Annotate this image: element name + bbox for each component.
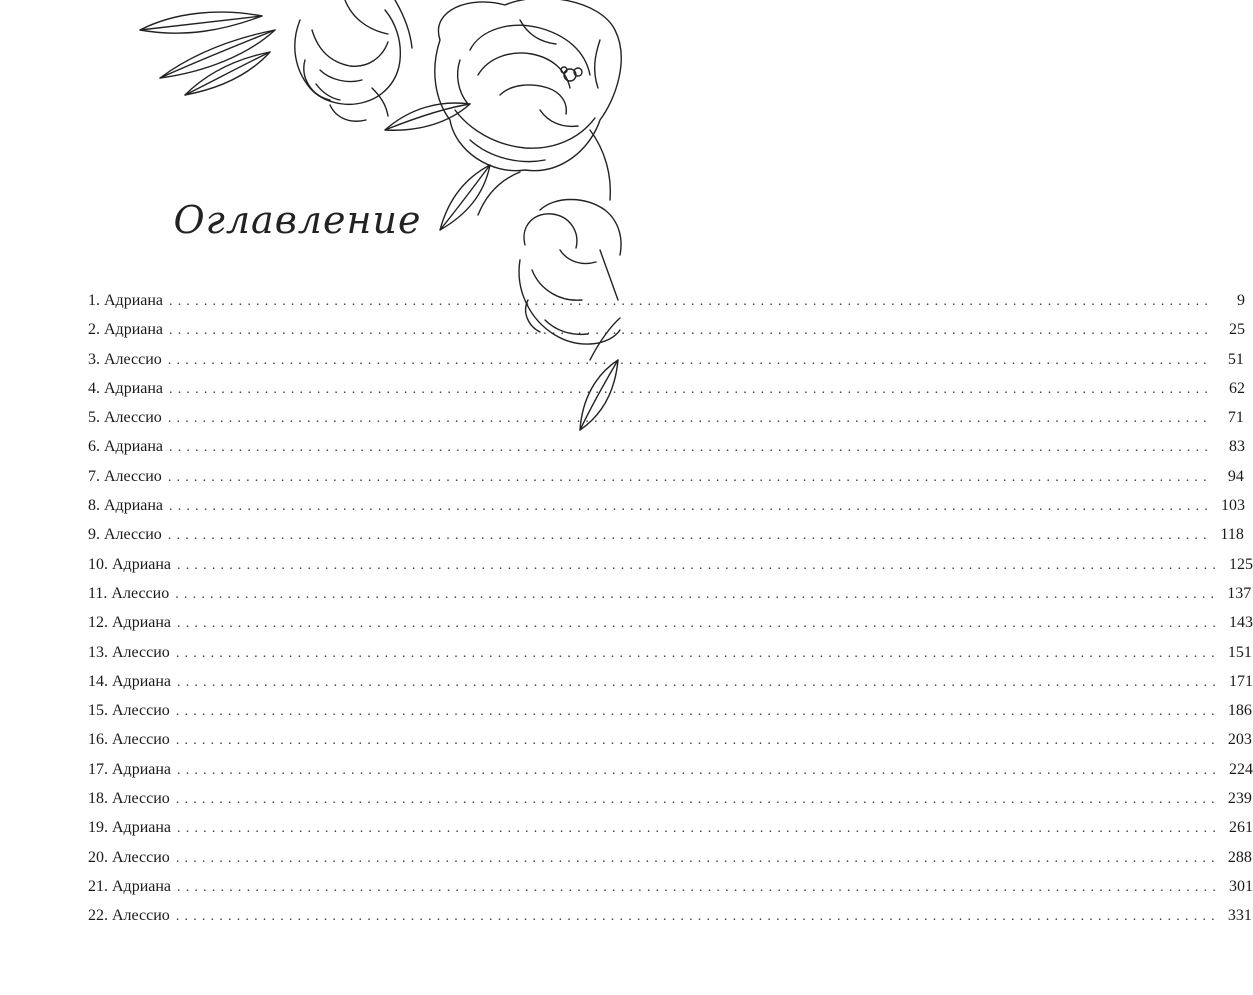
- toc-entry: [88, 403, 1244, 432]
- page-title: Оглавление: [173, 198, 422, 242]
- toc-leader-dots: ........................................................................................................................: [167, 469, 1212, 485]
- toc-entry-page: 203: [1227, 731, 1252, 749]
- toc-entry-page: 62: [1229, 379, 1246, 397]
- toc-entry: [88, 520, 1244, 549]
- toc-entry: [88, 432, 1246, 461]
- toc-entry-page: 331: [1227, 907, 1252, 925]
- toc-entry-page: 186: [1227, 702, 1252, 720]
- toc-entry-label: 16. Алессио: [88, 725, 176, 754]
- toc-entry-label: 5. Алессио: [88, 403, 168, 432]
- toc-entry: [88, 872, 1253, 901]
- toc-entry-label: 8. Адриана: [88, 491, 169, 520]
- toc-leader-dots: ........................................................................................................................: [177, 674, 1222, 690]
- toc-leader-dots: ........................................................................................................................: [175, 704, 1220, 720]
- toc-entry: [88, 901, 1252, 930]
- toc-leader-dots: ........................................................................................................................: [169, 499, 1214, 515]
- toc-entry-label: 13. Алессио: [88, 638, 176, 667]
- toc-leader-dots: ........................................................................................................................: [175, 645, 1220, 661]
- toc-entry-page: 261: [1229, 819, 1253, 837]
- toc-entry-page: 71: [1227, 409, 1244, 427]
- toc-entry: [88, 315, 1246, 344]
- toc-entry-label: 3. Алессио: [88, 345, 168, 374]
- toc-entry-label: 4. Адриана: [88, 374, 169, 403]
- toc-entry: [88, 755, 1253, 784]
- toc-entry-page: 94: [1227, 467, 1244, 485]
- toc-entry-label: 2. Адриана: [88, 315, 169, 344]
- toc-entry-page: 143: [1229, 614, 1253, 632]
- toc-entry-page: 301: [1229, 877, 1253, 895]
- toc-entry-label: 11. Алессио: [88, 579, 175, 608]
- toc-entry: [88, 725, 1252, 754]
- toc-leader-dots: ........................................................................................................................: [177, 616, 1222, 632]
- toc-leader-dots: ........................................................................................................................: [167, 411, 1212, 427]
- toc-entry-page: 125: [1229, 555, 1253, 573]
- toc-entry: [88, 667, 1253, 696]
- toc-entry-label: 20. Алессио: [88, 843, 176, 872]
- toc-entry: [88, 638, 1252, 667]
- toc-entry: [88, 374, 1246, 403]
- toc-entry: [88, 579, 1252, 608]
- toc-leader-dots: ........................................................................................................................: [177, 821, 1222, 837]
- toc-entry-label: 17. Адриана: [88, 755, 177, 784]
- toc-entry-label: 21. Адриана: [88, 872, 177, 901]
- toc-entry: [88, 491, 1246, 520]
- toc-leader-dots: ........................................................................................................................: [167, 352, 1212, 368]
- toc-entry-page: 224: [1229, 760, 1253, 778]
- toc-entry: [88, 345, 1244, 374]
- toc-leader-dots: ........................................................................................................................: [175, 733, 1220, 749]
- toc-entry: [88, 696, 1252, 725]
- peony-large-top-right: [435, 0, 621, 171]
- toc-entry-label: 14. Адриана: [88, 667, 177, 696]
- toc-leader-dots: ........................................................................................................................: [177, 557, 1222, 573]
- toc-entry-label: 18. Алессио: [88, 784, 176, 813]
- toc-leader-dots: ........................................................................................................................: [175, 586, 1220, 602]
- toc-entry-page: 118: [1220, 526, 1244, 544]
- table-of-contents: [88, 286, 1253, 931]
- toc-entry-page: 83: [1229, 438, 1246, 456]
- toc-leader-dots: ........................................................................................................................: [177, 762, 1222, 778]
- toc-entry-label: 12. Адриана: [88, 608, 177, 637]
- toc-leader-dots: ........................................................................................................................: [167, 528, 1212, 544]
- toc-entry-page: 9: [1237, 292, 1246, 309]
- toc-entry-label: 1. Адриана: [88, 286, 169, 315]
- toc-entry-label: 22. Алессио: [88, 901, 176, 930]
- toc-entry: [88, 784, 1252, 813]
- toc-entry: [88, 843, 1252, 872]
- toc-leader-dots: ........................................................................................................................: [175, 909, 1220, 925]
- toc-entry: [88, 608, 1253, 637]
- toc-entry-label: 15. Алессио: [88, 696, 176, 725]
- toc-entry-page: 151: [1227, 643, 1252, 661]
- toc-entry-label: 7. Алессио: [88, 462, 168, 491]
- toc-entry: [88, 550, 1253, 579]
- toc-entry-page: 288: [1227, 848, 1252, 866]
- toc-leader-dots: ........................................................................................................................: [169, 294, 1214, 309]
- toc-entry: [88, 462, 1244, 491]
- toc-leader-dots: ........................................................................................................................: [169, 381, 1214, 397]
- toc-leader-dots: ........................................................................................................................: [175, 850, 1220, 866]
- toc-entry-label: 6. Адриана: [88, 432, 169, 461]
- toc-entry-label: 10. Адриана: [88, 550, 177, 579]
- toc-entry-label: 19. Адриана: [88, 813, 177, 842]
- peony-small-top: [295, 0, 412, 121]
- toc-entry-page: 51: [1227, 350, 1244, 368]
- toc-leader-dots: ........................................................................................................................: [177, 879, 1222, 895]
- toc-entry-page: 103: [1221, 497, 1246, 515]
- toc-entry: [88, 286, 1246, 315]
- toc-entry-page: 25: [1229, 321, 1246, 339]
- toc-leader-dots: ........................................................................................................................: [169, 440, 1214, 456]
- toc-entry-page: 239: [1227, 790, 1252, 808]
- toc-leader-dots: ........................................................................................................................: [169, 323, 1214, 339]
- toc-entry: [88, 813, 1253, 842]
- toc-entry-page: 137: [1227, 584, 1252, 602]
- toc-entry-label: 9. Алессио: [88, 520, 168, 549]
- toc-leader-dots: ........................................................................................................................: [175, 792, 1220, 808]
- leaf-cluster-left: [140, 12, 275, 95]
- toc-entry-page: 171: [1229, 672, 1253, 690]
